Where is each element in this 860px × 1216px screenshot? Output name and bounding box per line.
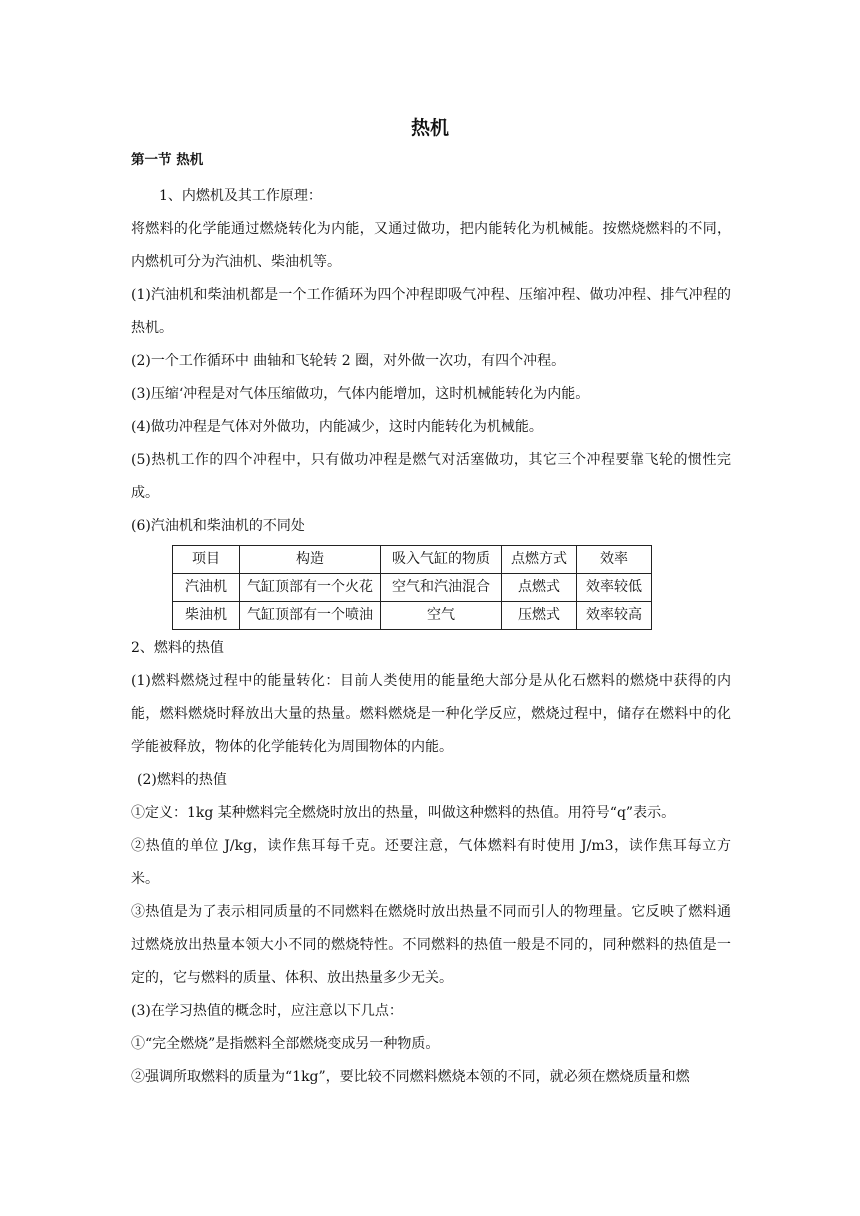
table-cell: 效率较低	[577, 574, 652, 602]
table-header-row	[173, 546, 652, 574]
table-header-cell: 吸入气缸的物质	[381, 546, 502, 574]
list-item: (5)热机工作的四个冲程中，只有做功冲程是燃气对活塞做功，其它三个冲程要靠飞轮的惯性完成。	[131, 452, 731, 501]
table-header-cell: 项目	[173, 546, 240, 574]
list-item: ①“完全燃烧”是指燃料全部燃烧变成另一种物质。	[131, 1036, 440, 1052]
table-cell: 柴油机	[173, 602, 240, 630]
table-row	[173, 574, 652, 602]
list-item: (6)汽油机和柴油机的不同处	[131, 518, 305, 534]
list-item: (3)在学习热值的概念时，应注意以下几点：	[131, 1003, 403, 1019]
list-item: (2)燃料的热值	[137, 772, 227, 788]
table-cell: 空气	[381, 602, 502, 630]
list-item: (1)汽油机和柴油机都是一个工作循环为四个冲程即吸气冲程、压缩冲程、做功冲程、排气冲程的热机。	[131, 287, 731, 336]
subsection-heading-heat-value: 2、燃料的热值	[131, 640, 224, 656]
table-cell: 点燃式	[502, 574, 577, 602]
table-row	[173, 602, 652, 630]
list-item: (1)燃料燃烧过程中的能量转化：目前人类使用的能量绝大部分是从化石燃料的燃烧中获得的内能，燃料燃烧时释放出大量的热量。燃料燃烧是一种化学反应，燃烧过程中，储存在燃料中的化学能被释放，物体的化学能转化为周围物体的内能。	[131, 673, 731, 755]
document-body	[131, 180, 731, 1094]
table-header-cell: 构造	[240, 546, 381, 574]
table-cell: 气缸顶部有一个喷油	[240, 602, 381, 630]
table-cell: 效率较高	[577, 602, 652, 630]
list-item: ③热值是为了表示相同质量的不同燃料在燃烧时放出热量不同而引人的物理量。它反映了燃料通过燃烧放出热量本领大小不同的燃烧特性。不同燃料的热值一般是不同的，同种燃料的热值是一定的，它与燃料的质量、体积、放出热量多少无关。	[131, 904, 731, 986]
list-item: (3)压缩‘冲程是对气体压缩做功，气体内能增加，这时机械能转化为内能。	[131, 386, 590, 402]
list-item: (2)一个工作循环中 曲轴和飞轮转 2 圈，对外做一次功，有四个冲程。	[131, 353, 566, 369]
comparison-table	[172, 545, 652, 630]
section-heading: 第一节 热机	[131, 152, 204, 168]
list-item: ②强调所取燃料的质量为“1kg”，要比较不同燃料燃烧本领的不同，就必须在燃烧质量和燃	[131, 1069, 690, 1085]
list-item: (4)做功冲程是气体对外做功，内能减少，这时内能转化为机械能。	[131, 419, 543, 435]
list-item: ①定义：1kg 某种燃料完全燃烧时放出的热量，叫做这种燃料的热值。用符号“q”表示。	[131, 805, 676, 821]
table-cell: 气缸顶部有一个火花	[240, 574, 381, 602]
table-cell: 汽油机	[173, 574, 240, 602]
table-header-cell: 效率	[577, 546, 652, 574]
table-cell: 压燃式	[502, 602, 577, 630]
paragraph: 将燃料的化学能通过燃烧转化为内能，又通过做功，把内能转化为机械能。按燃烧燃料的不同，内燃机可分为汽油机、柴油机等。	[131, 221, 731, 270]
table-cell: 空气和汽油混合	[381, 574, 502, 602]
table-header-cell: 点燃方式	[502, 546, 577, 574]
page-title: 热机	[410, 117, 449, 139]
list-item: ②热值的单位 J/kg，读作焦耳每千克。还要注意，气体燃料有时使用 J/m3，读作焦耳每立方米。	[131, 838, 731, 887]
subsection-heading-engine: 1、内燃机及其工作原理：	[159, 188, 322, 204]
